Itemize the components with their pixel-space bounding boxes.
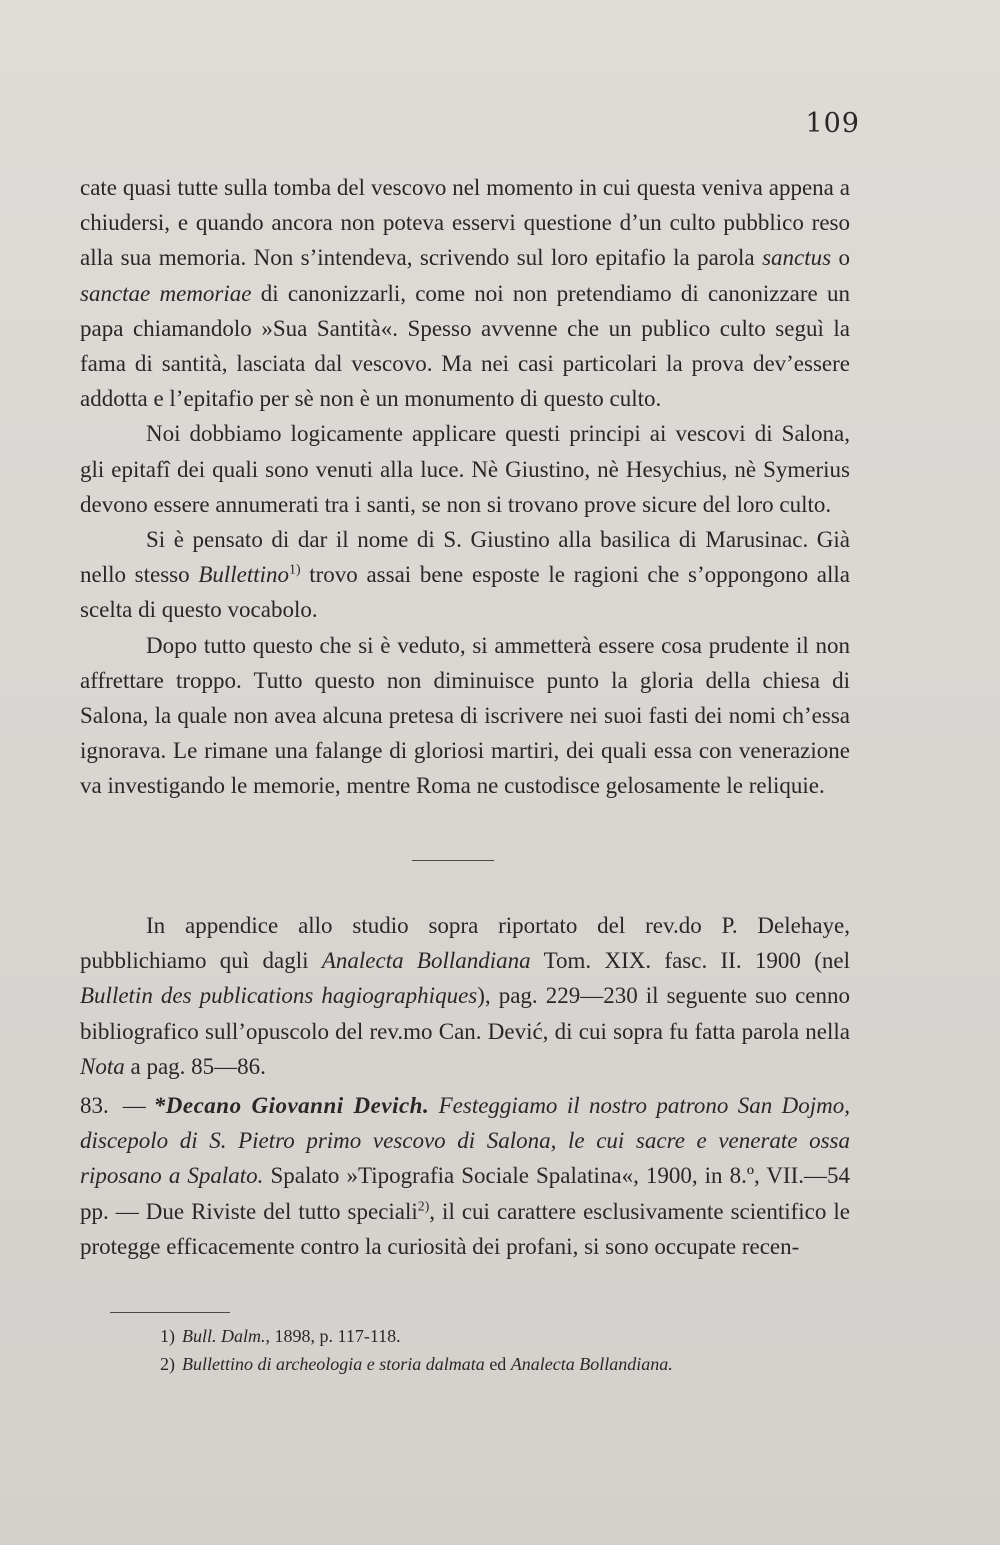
entry-dash: — bbox=[122, 1093, 146, 1118]
footnote-ref-2-number: 2 bbox=[417, 1197, 425, 1213]
footnote-2-mark: 2) bbox=[160, 1354, 175, 1374]
paragraph-epitaph-culture bbox=[80, 170, 850, 416]
entry-continuation: , il cui carattere esclusivamente scientifico le protegge efficacemente contro la curiosità dei profani, si sono occupate recen- bbox=[80, 1198, 850, 1259]
paragraph-1-continuation: di canonizzarli, come noi non pretendiamo di canonizzare un papa chiamandolo »Sua Santità«. Spesso avvenne che un publico culto seguì la fama di santità, lasciata dal vescovo. Ma nei casi particolari la prova dev’essere addotta e l’epitafio per sè non è un monumento di questo culto. bbox=[80, 280, 851, 412]
paragraph-salona-bishops: Noi dobbiamo logicamente applicare questi principi ai vescovi di Salona, gli epitafî dei quali sono venuti alla luce. Nè Giustino, nè Hesychius, nè Symerius devono essere annumerati tra i santi, se non si trovano prove sicure del loro culto. bbox=[80, 421, 850, 517]
paragraph-3-text: Si è pensato di dar il nome di S. Giustino alla basilica di Marusinac. Già nello stesso bbox=[80, 527, 850, 588]
footnote-2-source-a: Bullettino di archeologia e storia dalmata bbox=[182, 1354, 485, 1374]
italic-nota: Nota bbox=[80, 1053, 125, 1079]
footnote-rule bbox=[110, 1312, 230, 1313]
section-separator bbox=[412, 860, 494, 861]
page-number: 109 bbox=[805, 108, 860, 139]
appendix-text-b: Tom. XIX. fasc. II. 1900 (nel bbox=[543, 948, 851, 974]
conjunction-o: o bbox=[838, 245, 851, 271]
footnote-1 bbox=[160, 1322, 850, 1350]
appendix-text-a: In appendice allo studio sopra riportato del rev.do P. Delehaye, pubblichiamo quì dagli bbox=[80, 913, 850, 974]
italic-bullettino: Bullettino bbox=[198, 562, 290, 588]
entry-author: *Decano Giovanni Devich. bbox=[153, 1093, 430, 1118]
italic-analecta-bollandiana: Analecta Bollandiana bbox=[321, 948, 531, 974]
footnotes bbox=[160, 1322, 850, 1378]
footnote-ref-1-number: 1 bbox=[289, 561, 296, 577]
footnote-ref-2[interactable]: 2) bbox=[417, 1197, 430, 1213]
footnote-1-mark: 1) bbox=[160, 1326, 175, 1346]
entry-title: Festeggiamo il nostro patrono San Dojmo, discepolo di S. Pietro primo vescovo di Salona, le cui sacre e venerate ossa riposano a Spalato. bbox=[80, 1093, 850, 1189]
footnote-2-conjunction: ed bbox=[489, 1354, 507, 1374]
entry-83 bbox=[80, 1088, 850, 1264]
appendix-text-c: ), pag. 229—230 il seguente suo cenno bibliografico sull’opuscolo del rev.mo Can. Dević, di cui sopra fu fatta parola nella bbox=[80, 983, 850, 1044]
entry-number: 83. bbox=[80, 1093, 109, 1118]
entry-publication: Spalato »Tipografia Sociale Spalatina«, 1900, in 8.º, VII.—54 pp. — Due Riviste del tutto speciali bbox=[80, 1163, 850, 1224]
footnote-ref-1[interactable]: 1) bbox=[289, 561, 301, 577]
italic-sanctae-memoriae: sanctae memoriae bbox=[80, 280, 252, 306]
paragraph-1-text: cate quasi tutte sulla tomba del vescovo nel momento in cui questa veniva appena a chiudersi, e quando ancora non poteva esservi questione d’un culto pubblico reso alla sua memoria. Non s’intendeva, scrivendo sul loro epitafio la parola bbox=[80, 175, 850, 271]
main-text bbox=[80, 170, 850, 804]
footnote-1-source: Bull. Dalm. bbox=[182, 1326, 266, 1346]
paragraph-3-continuation: trovo assai bene esposte le ragioni che s’oppongono alla scelta di questo vocabolo. bbox=[80, 562, 851, 623]
appendix-text-d: a pag. 85—86. bbox=[130, 1053, 266, 1079]
paragraph-appendix bbox=[80, 908, 850, 1084]
italic-bulletin-des-publications: Bulletin des publications hagiographiques bbox=[80, 983, 478, 1009]
paragraph-basilica-name bbox=[80, 522, 850, 628]
bibliographic-entry bbox=[80, 1088, 850, 1264]
footnote-2-source-b: Analecta Bollandiana. bbox=[510, 1354, 673, 1374]
footnote-1-pages: , 1898, p. 117-118. bbox=[265, 1326, 401, 1346]
appendix-text bbox=[80, 908, 850, 1084]
paragraph-conclusion: Dopo tutto questo che si è veduto, si ammetterà essere cosa prudente il non affrettare troppo. Tutto questo non diminuisce punto la gloria della chiesa di Salona, la quale non avea alcuna pretesa di iscrivere nei suoi fasti dei nomi ch’essa ignorava. Le rimane una falange di gloriosi martiri, dei quali essa con venerazione va investigando le memorie, mentre Roma ne custodisce gelosamente le reliquie. bbox=[80, 632, 850, 799]
italic-sanctus: sanctus bbox=[762, 245, 832, 271]
footnote-2 bbox=[160, 1350, 850, 1378]
